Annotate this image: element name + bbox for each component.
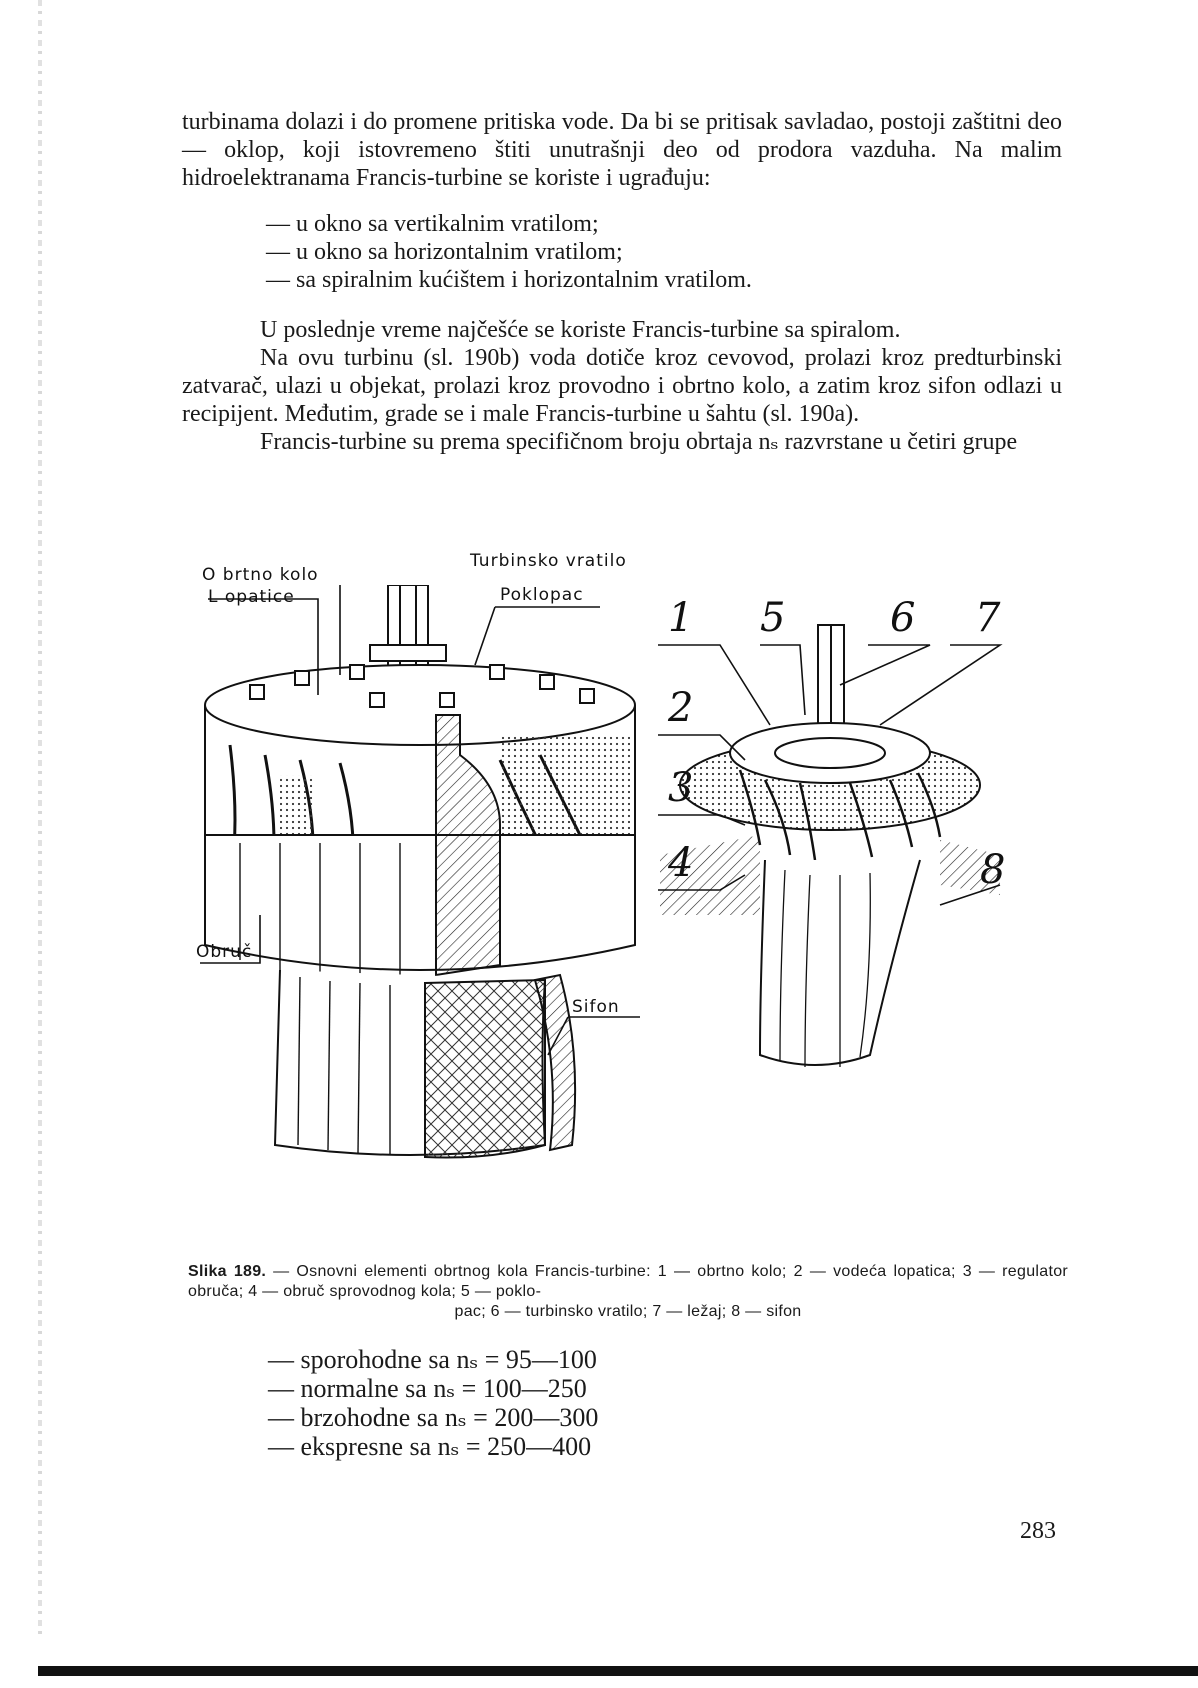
turbine-figure (196, 551, 1080, 1185)
caption-line-1: — Osnovni elementi obrtnog kola Francis-turbine: 1 — obrtno kolo; 2 (273, 1263, 803, 1280)
installation-list (182, 210, 1062, 294)
list-item: — sa spiralnim kućištem i horizontalnim vratilom. (266, 267, 752, 293)
figure-caption (188, 1262, 1068, 1322)
turbine-drawing (200, 585, 1080, 1185)
figure-number-1: 1 (668, 595, 694, 641)
label-turbinsko-vratilo: Turbinsko vratilo (470, 551, 627, 571)
figure-number-3: 3 (668, 765, 694, 811)
page-number: 283 (1020, 1518, 1056, 1544)
list-item: — normalne sa nₛ = 100—250 (268, 1374, 587, 1403)
caption-head: Slika 189. (188, 1263, 267, 1280)
francis-turbine-perspective (658, 625, 1000, 1067)
list-item: — u okno sa horizontalnim vratilom; (266, 239, 623, 265)
paragraph-3: Na ovu turbinu (sl. 190b) voda dotiče kroz cevovod, prolazi kroz predturbinski zatvarač, ulazi u objekat, prolazi kroz provodno i obrtno kolo, a zatim kroz sifon odlazi u recipijent. Međutim, grade se i male Francis-turbine u šahtu (sl. 190a). (182, 345, 1062, 427)
label-lopatice: L opatice (208, 587, 295, 607)
list-item: — sporohodne sa nₛ = 95—100 (268, 1345, 597, 1374)
paragraph-4: Francis-turbine su prema specifičnom broju obrtaja nₛ razvrstane u četiri grupe (260, 429, 1018, 455)
body-text (182, 108, 1062, 456)
figure-number-2: 2 (668, 685, 694, 731)
label-obrtno-kolo: O brtno kolo (202, 565, 319, 585)
label-sifon: Sifon (572, 997, 620, 1017)
scan-bottom-bar (38, 1666, 1198, 1676)
scan-edge (38, 0, 42, 1640)
paragraph-2: U poslednje vreme najčešće se koriste Francis-turbine sa spiralom. (260, 317, 901, 343)
figure-number-7: 7 (975, 595, 1001, 641)
list-item: — ekspresne sa nₛ = 250—400 (268, 1432, 592, 1461)
speed-groups-list (268, 1345, 598, 1461)
paragraph-1: turbinama dolazi i do promene pritiska vode. Da bi se pritisak savladao, postoji zaštitni deo — oklop, koji istovremeno štiti unutrašnji deo od prodora vazduha. Na malim hidroelektranama Francis-turbine se koriste i ugrađuju: (182, 109, 1062, 191)
caption-line-3: pac; 6 — turbinsko vratilo; 7 — ležaj; 8 — sifon (454, 1303, 802, 1320)
list-item: — brzohodne sa nₛ = 200—300 (268, 1403, 599, 1432)
figure-number-5: 5 (760, 595, 786, 641)
label-poklopac: Poklopac (500, 585, 584, 605)
figure-number-6: 6 (890, 595, 916, 641)
list-item: — u okno sa vertikalnim vratilom; (266, 211, 599, 237)
figure-number-4: 4 (668, 840, 694, 886)
label-obruc: Obruč (196, 942, 253, 962)
figure-number-8: 8 (980, 847, 1006, 893)
francis-runner-cutaway (200, 585, 640, 1158)
caption-line-2: — vodeća lopatica; 3 — regulator obruča; 4 — obruč sprovodnog kola; 5 — poklo- (188, 1263, 1069, 1300)
